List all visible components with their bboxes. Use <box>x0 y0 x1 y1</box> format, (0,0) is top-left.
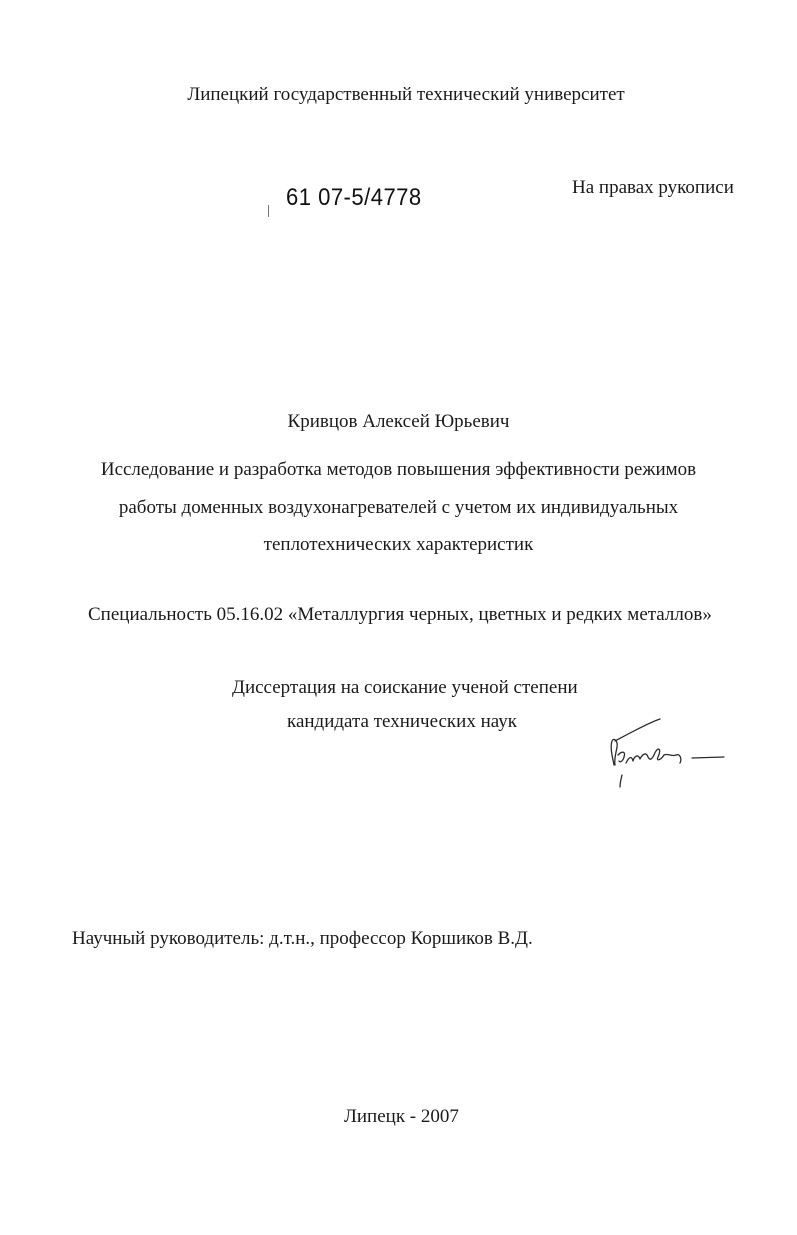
scientific-supervisor: Научный руководитель: д.т.н., профессор Коршиков В.Д. <box>72 928 533 949</box>
signature-icon <box>600 715 730 790</box>
thesis-title-line: теплотехнических характеристик <box>263 534 534 555</box>
city-year: Липецк - 2007 <box>344 1106 459 1127</box>
stamp-mark <box>268 205 269 217</box>
library-stamp-number: 61 07-5/4778 <box>286 184 422 211</box>
thesis-title-line: Исследование и разработка методов повышения эффективности режимов <box>100 459 697 480</box>
degree-line: Диссертация на соискание ученой степени <box>232 677 578 698</box>
specialty: Специальность 05.16.02 «Металлургия черных, цветных и редких металлов» <box>88 604 712 625</box>
thesis-title-line: работы доменных воздухонагревателей с учетом их индивидуальных <box>118 497 679 518</box>
author-name: Кривцов Алексей Юрьевич <box>287 411 510 432</box>
manuscript-note: На правах рукописи <box>572 177 734 198</box>
university-name: Липецкий государственный технический университет <box>187 84 625 105</box>
degree-line: кандидата технических наук <box>287 711 517 732</box>
